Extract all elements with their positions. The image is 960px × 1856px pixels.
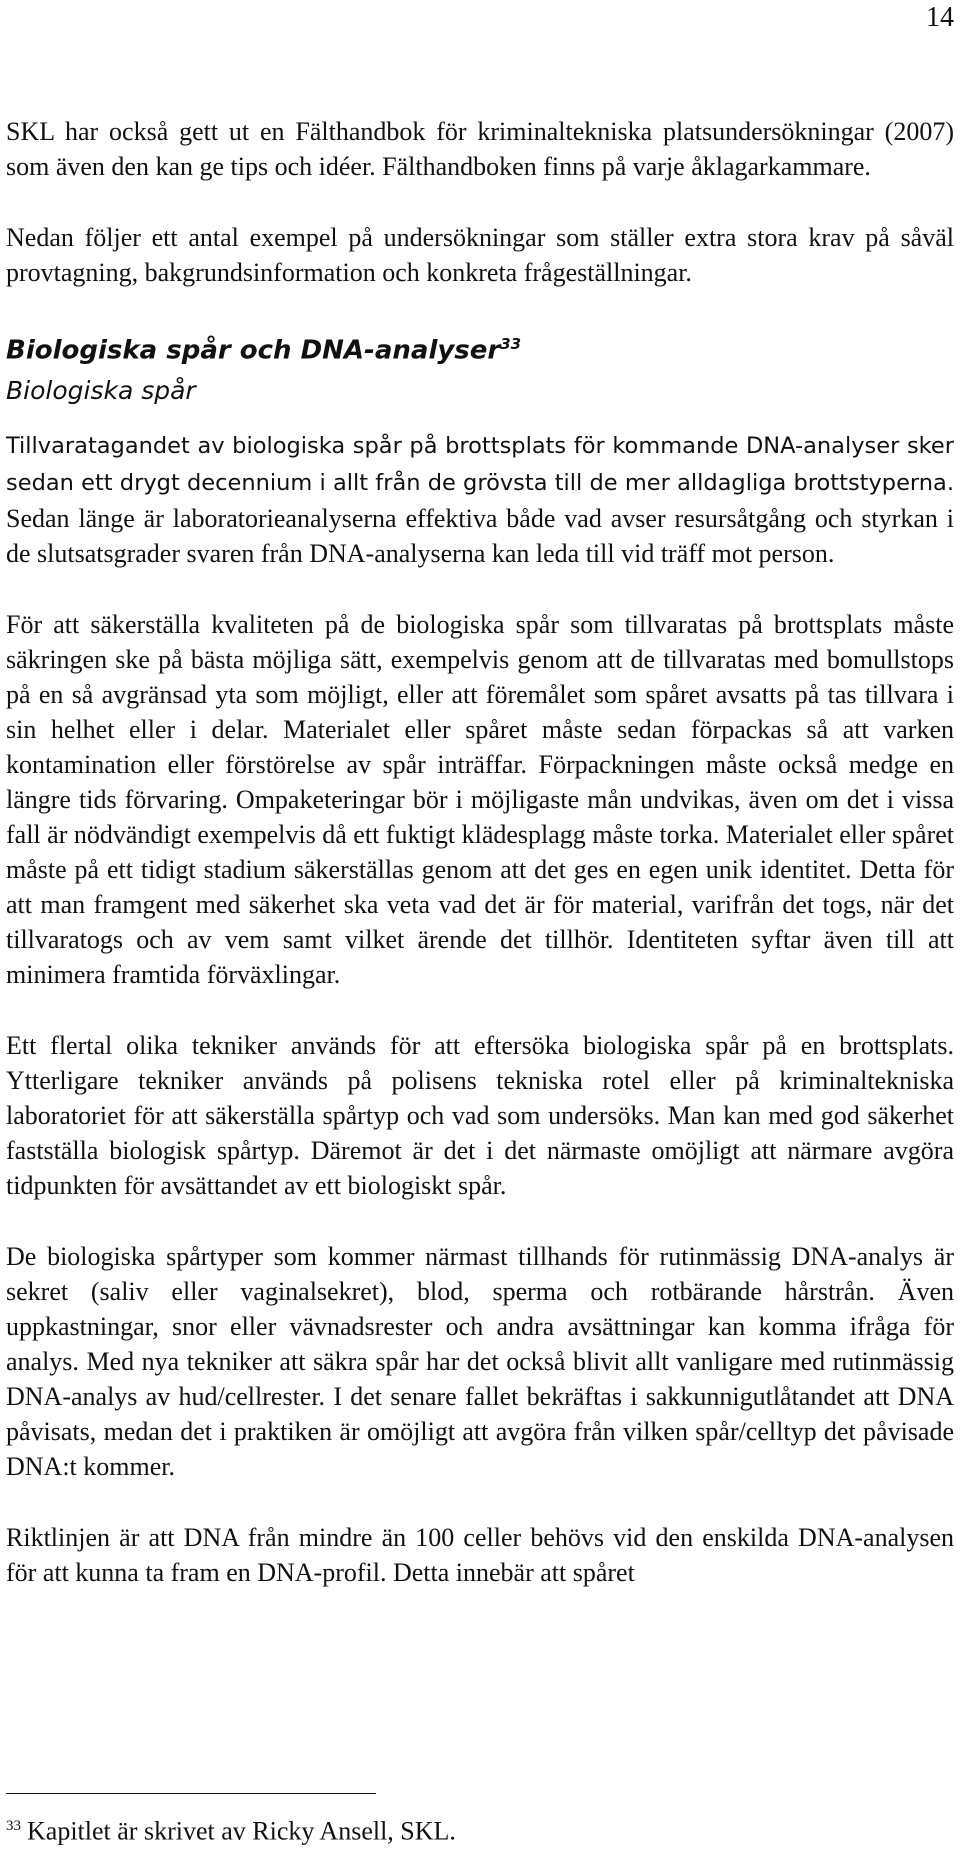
section-paragraph-1-rest: Sedan länge är laboratorieanalyserna effektiva både vad avser resursåtgång och styrkan i de slutsatsgrader svaren från DNA-analyserna kan leda till vid träff mot person. [6,503,954,568]
footnote-reference: 33 [500,335,522,353]
footnote-divider [6,1793,376,1794]
page-number: 14 [926,2,954,33]
section-heading [6,326,954,369]
intro-paragraph-2: Nedan följer ett antal exempel på undersökningar som ställer extra stora krav på såväl provtagning, bakgrundsinformation och konkreta frågeställningar. [6,223,954,287]
section-paragraph-1-lead: Tillvaratagandet av biologiska spår på brottsplats för kommande DNA-analyser sker sedan ett drygt decennium i allt från de grövsta till de mer alldagliga brottstyperna. [6,432,954,496]
intro-paragraph-1: SKL har också gett ut en Fälthandbok för kriminaltekniska platsundersökningar (2007) som även den kan ge tips och idéer. Fälthandboken finns på varje åklagarkammare. [6,117,954,181]
section-heading-text: Biologiska spår och DNA-analyser [6,335,501,366]
footnote [6,1808,456,1850]
section-paragraph-1 [6,427,954,571]
footnote-number: 33 [6,1818,21,1834]
footnote-text: Kapitlet är skrivet av Ricky Ansell, SKL. [27,1816,456,1846]
section-paragraph-3: Ett flertal olika tekniker används för att eftersöka biologiska spår på en brottsplats. Ytterligare tekniker används på polisens tekniska rotel eller på kriminaltekniska laboratoriet för att säkerställa spårtyp och vad som undersöks. Man kan med god säkerhet fastställa biologisk spårtyp. Däremot är det i det närmaste omöjligt att närmare avgöra tidpunkten för avsättandet av ett biologiskt spår. [6,1030,954,1200]
page-content [6,114,954,1626]
section-paragraph-4: De biologiska spårtyper som kommer närmast tillhands för rutinmässig DNA-analys är sekret (saliv eller vaginalsekret), blod, sperma och rotbärande hårstrån. Även uppkastningar, snor eller vävnadsrester och andra avsättningar kan komma ifråga för analys. Med nya tekniker att säkra spår har det också blivit allt vanligare med rutinmässig DNA-analys av hud/cellrester. I det senare fallet bekräftas i sakkunnigutlåtandet att DNA påvisats, medan det i praktiken är omöjligt att avgöra från vilken spår/celltyp det påvisade DNA:t kommer. [6,1241,954,1481]
sub-heading: Biologiska spår [6,375,196,405]
section-paragraph-2: För att säkerställa kvaliteten på de biologiska spår som tillvaratas på brottsplats måste säkringen ske på bästa möjliga sätt, exempelvis genom att de tillvaratas med bomullstops på en så avgränsad yta som möjligt, eller att föremålet som spåret avsatts på tas tillvara i sin helhet eller i delar. Materialet eller spåret måste sedan förpackas så att varken kontamination eller förstörelse av spår inträffar. Förpackningen måste också medge en längre tids förvaring. Ompaketeringar bör i möjligaste mån undvikas, även om det i vissa fall är nödvändigt exempelvis då ett fuktigt klädesplagg måste torka. Materialet eller spåret måste på ett tidigt stadium säkerställas genom att det ges en egen unik identitet. Detta för att man framgent med säkerhet ska veta vad det är för material, varifrån det togs, när det tillvaratogs och av vem samt vilket ärende det tillhör. Identiteten syftar även till att minimera framtida förväxlingar. [6,609,954,989]
section-paragraph-5: Riktlinjen är att DNA från mindre än 100 celler behövs vid den enskilda DNA-analysen för att kunna ta fram en DNA-profil. Detta innebär att spåret [6,1522,954,1587]
